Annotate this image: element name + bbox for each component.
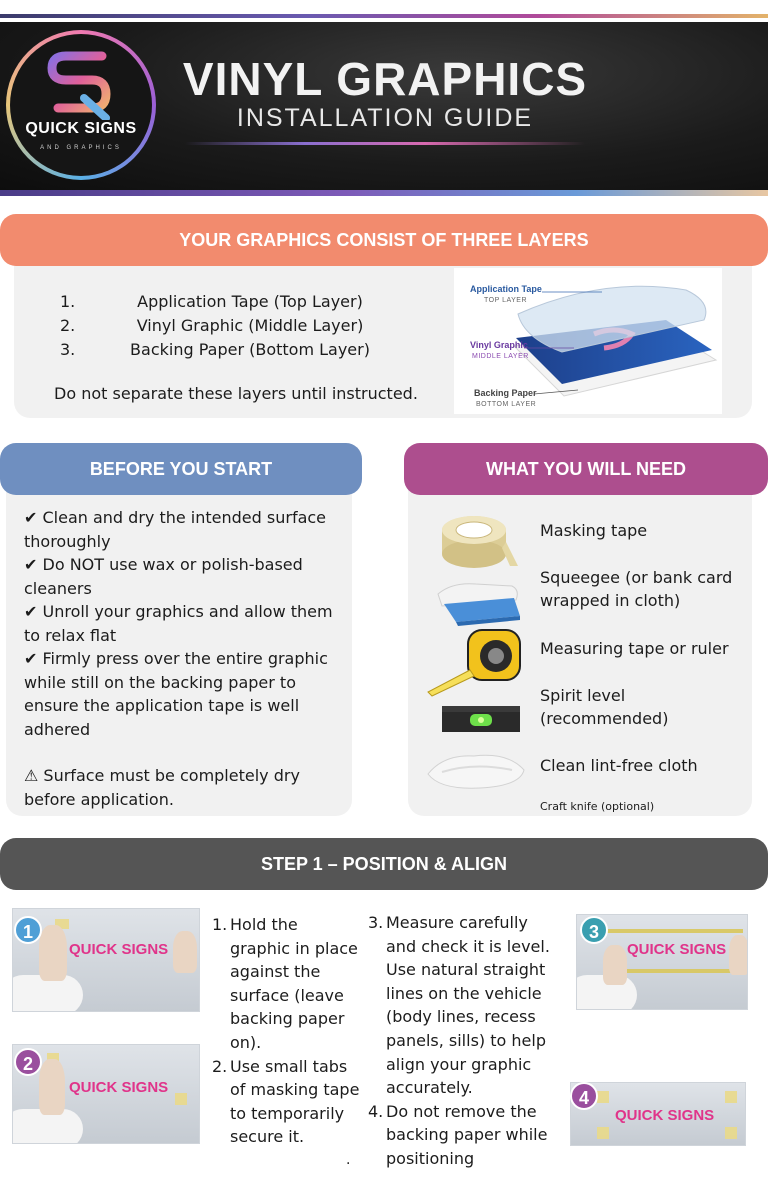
backing-label: Backing Paper — [474, 388, 537, 398]
cloth-icon — [424, 748, 528, 792]
list-item: ✔ Do NOT use wax or polish-based cleaners — [24, 555, 303, 598]
before-heading: BEFORE YOU START — [0, 443, 362, 495]
layer-diagram — [454, 268, 722, 414]
step-badge-2: 2 — [14, 1048, 42, 1076]
step-badge-1: 1 — [14, 916, 42, 944]
title-underline — [185, 142, 585, 145]
layers-list — [60, 290, 370, 362]
logo-text: QUICK SIGNS — [25, 120, 137, 137]
before-list — [24, 506, 344, 811]
page-subtitle: INSTALLATION GUIDE — [236, 104, 534, 132]
photo-sign-text: QUICK SIGNS — [627, 941, 727, 958]
step-badge-4: 4 — [570, 1082, 598, 1110]
stray-mark: . — [346, 1152, 351, 1168]
page-title: VINYL GRAPHICS — [182, 53, 588, 105]
need-item-label: Squeegee (or bank card wrapped in cloth) — [540, 568, 733, 610]
step-list-right — [368, 911, 558, 1171]
squeegee-icon — [432, 576, 524, 628]
warning-note: ⚠ Surface must be completely dry before application. — [24, 766, 300, 809]
need-item-label: Masking tape — [540, 521, 648, 540]
need-item-label: Clean lint-free cloth — [540, 756, 698, 775]
measuring-tape-icon — [424, 626, 524, 698]
list-item: 1. Hold the graphic in place against the surface (leave backing paper on). — [212, 915, 358, 1052]
layers-note: Do not separate these layers until instructed. — [54, 384, 418, 403]
photo-sign-text: QUICK SIGNS — [69, 941, 169, 958]
list-item: 1. Application Tape (Top Layer) — [60, 292, 363, 311]
step-list-left — [212, 913, 362, 1149]
tape-label: Application Tape — [470, 284, 542, 294]
list-item: 2. Use small tabs of masking tape to temporarily secure it. — [212, 1056, 360, 1147]
list-item: 4. Do not remove the backing paper while positioning — [368, 1101, 548, 1168]
backing-sublabel: BOTTOM LAYER — [476, 401, 537, 408]
step-badge-3: 3 — [580, 916, 608, 944]
list-item: 3. Measure carefully and check it is level. Use natural straight lines on the vehicle (body lines, recess panels, sills) to help align your graphic accurately. — [368, 913, 550, 1098]
need-item-label: Measuring tape or ruler — [540, 639, 729, 658]
tape-sublabel: TOP LAYER — [484, 297, 528, 304]
spirit-level-icon — [438, 700, 524, 740]
photo-sign-text: QUICK SIGNS — [69, 1079, 169, 1096]
vinyl-sublabel: MIDDLE LAYER — [472, 353, 529, 360]
masking-tape-icon — [436, 508, 520, 570]
list-item: ✔ Firmly press over the entire graphic while still on the backing paper to ensure the application tape is well adhered — [24, 649, 328, 739]
need-item-label: Spirit level (recommended) — [540, 686, 669, 728]
logo-q-icon — [44, 46, 114, 120]
step1-heading: STEP 1 – POSITION & ALIGN — [0, 838, 768, 890]
list-item: 2. Vinyl Graphic (Middle Layer) — [60, 316, 364, 335]
photo-sign-text: QUICK SIGNS — [615, 1107, 715, 1124]
logo-subtext: AND GRAPHICS — [40, 145, 122, 151]
need-optional-label: Craft knife (optional) — [540, 800, 655, 813]
list-item: ✔ Unroll your graphics and allow them to relax flat — [24, 602, 333, 645]
header-top-stripe — [0, 14, 768, 18]
layers-heading: YOUR GRAPHICS CONSIST OF THREE LAYERS — [0, 214, 768, 266]
need-heading: WHAT YOU WILL NEED — [404, 443, 768, 495]
list-item: 3. Backing Paper (Bottom Layer) — [60, 340, 370, 359]
header-bottom-stripe — [0, 190, 768, 196]
vinyl-label: Vinyl Graphic — [470, 340, 528, 350]
list-item: ✔ Clean and dry the intended surface thoroughly — [24, 508, 327, 551]
